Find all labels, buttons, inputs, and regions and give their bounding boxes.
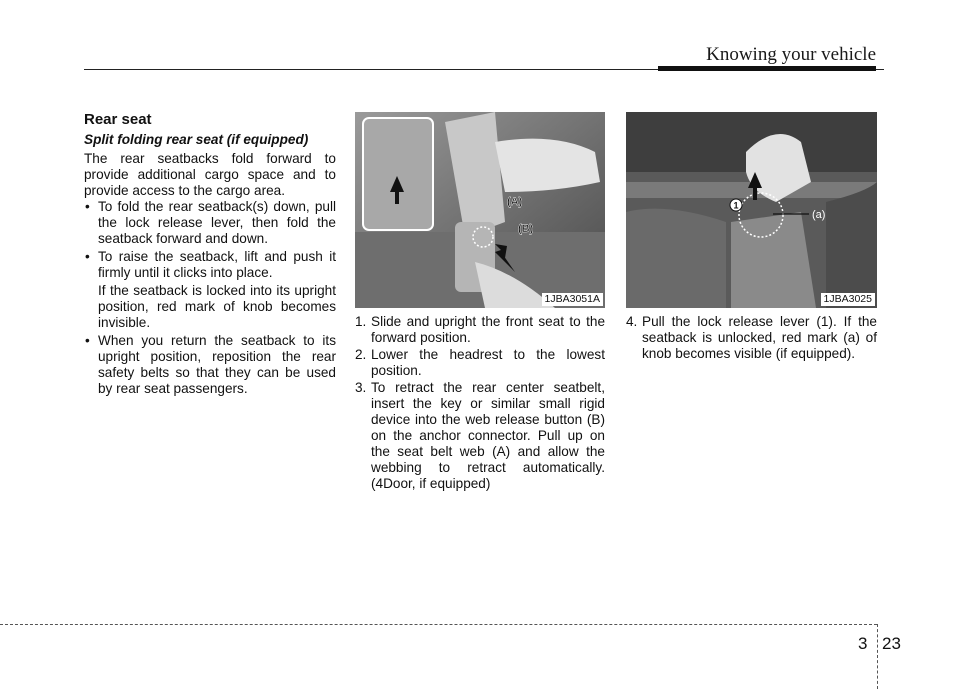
footer-rule: [0, 624, 877, 625]
step-number: 3.: [355, 380, 367, 395]
footer-divider: [877, 624, 878, 689]
intro-paragraph: The rear seatbacks fold forward to provide additional cargo space and to provide access to the cargo area.: [84, 151, 336, 198]
label-a: (a): [812, 209, 826, 221]
page-number: 23: [882, 634, 901, 653]
lock-lever-photo: [626, 112, 877, 308]
label-1: 1: [733, 200, 739, 211]
step-text: Lower the headrest to the lowest position.: [371, 347, 605, 378]
seatbelt-photo: [355, 112, 605, 308]
figure-code: 1JBA3025: [821, 293, 875, 306]
list-item: [355, 380, 605, 492]
list-item: [626, 314, 877, 362]
list-item: [355, 347, 605, 379]
section-number: 3: [858, 634, 868, 653]
list-item: [355, 314, 605, 346]
steps-list: [355, 314, 605, 492]
column-lock-release: [626, 112, 877, 363]
label-b: (B): [518, 223, 534, 235]
step-number: 2.: [355, 347, 367, 362]
header-title: Knowing your vehicle: [706, 44, 876, 65]
step-number: 4.: [626, 314, 638, 329]
step-text: To retract the rear center seatbelt, insert the key or similar small rigid device into the web release button (B) on the anchor connector. Pull up on the seat belt web (A) and allow the webbing to retract automatically. (4Door, if equipped): [371, 380, 605, 491]
section-subheading: Split folding rear seat (if equipped): [84, 132, 309, 147]
column-seatbelt-steps: [355, 112, 605, 493]
instruction-list: [84, 199, 336, 397]
step-text: Pull the lock release lever (1). If the seatback is unlocked, red mark (a) of knob becomes visible (if equipped).: [642, 314, 877, 361]
step-text: Slide and upright the front seat to the forward position.: [371, 314, 605, 345]
section-heading: Rear seat: [84, 111, 152, 128]
column-rear-seat: [84, 112, 336, 399]
steps-list: [626, 314, 877, 362]
list-item: • When you return the seatback to its upright position, reposition the rear safety belts so that they can be used by rear seat passengers.: [84, 333, 336, 397]
seatbelt-illustration: [355, 112, 605, 308]
list-item-note: If the seatback is locked into its upright position, red mark of knob becomes invisible.: [98, 283, 336, 330]
list-item: • To raise the seatback, lift and push it firmly until it clicks into place.: [84, 249, 336, 281]
figure-code: 1JBA3051A: [542, 293, 603, 306]
label-a: (A): [507, 196, 523, 208]
header-rule-accent: [658, 66, 876, 71]
lock-lever-illustration: [626, 112, 877, 308]
list-item: • To fold the rear seatback(s) down, pull the lock release lever, then fold the seatback forward and down.: [84, 199, 336, 247]
step-number: 1.: [355, 314, 367, 329]
